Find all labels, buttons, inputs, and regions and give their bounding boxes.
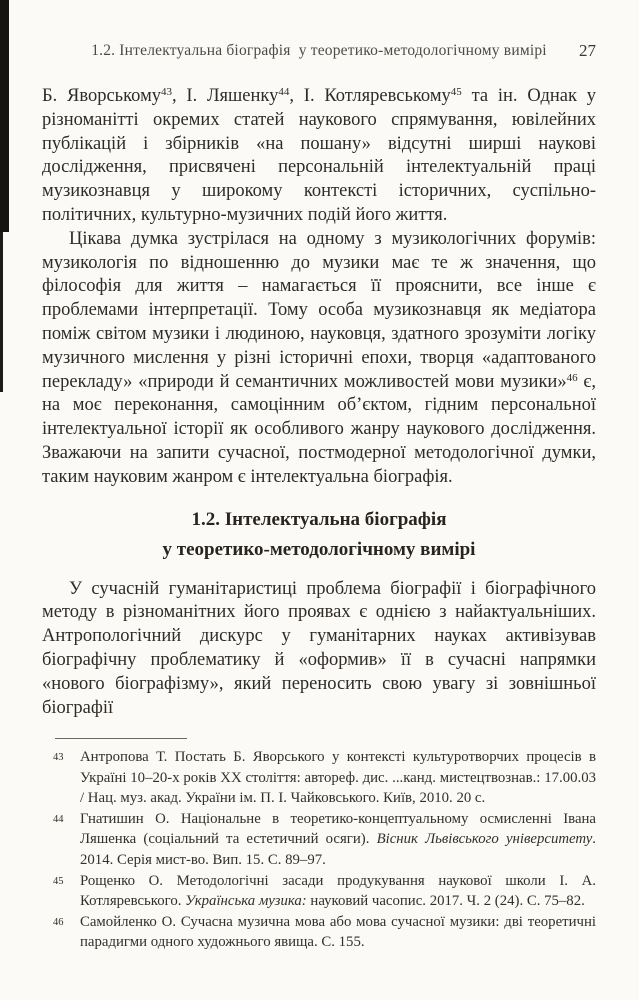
running-title: 1.2. Інтелектуальна біографія у теоретико-методологічному вимірі [91, 42, 547, 59]
section-heading-line2: у теоретико-методологічному вимірі [162, 538, 476, 560]
footnote-reference: 45 [450, 86, 462, 98]
page-header [42, 42, 596, 64]
footnote-reference: 46 [566, 371, 578, 384]
footnotes-section [42, 738, 596, 953]
italic-text: Вісник Львівського університету [376, 831, 593, 848]
footnote-number: 43 [53, 752, 64, 763]
page-number: 27 [579, 41, 596, 60]
footnote-item [42, 912, 596, 953]
footnote-text: Гнатишин О. Національне в теоретико-концептуальному осмисленні Івана Ляшенка (соціальний та естетичний осяги). Вісник Львівського університету. 2014. Серія мист-во. Вип. 15. С. 89–97. [80, 810, 596, 868]
footnote-reference: 43 [161, 86, 173, 98]
footnote-number: 44 [53, 813, 64, 825]
paragraph: Цікава думка зустрілася на одному з музикологічних форумів: музикологія по відношенню до музики має те ж значення, що філософія для життя – намагається її прояснити, все інше є проблемами інтерпретації. Тому особа музикознавця як медіатора поміж світом музики і людиною, науковця, здатного зрозуміти логіку музичного мислення у різні історичні епохи, творця «адаптованого перекладу» «природи й семантичних можливостей мови музики»$^{46}$ є, на моє переконання, самоцінним обʼєктом, гідним персональної інтелектуальної історії як особливого жанру наукового дослідження. Зважаючи на запити сучасної, постмодерної методологічної думки, таким науковим жанром є інтелектуальна біографія. [42, 228, 596, 487]
footnote-reference: 44 [278, 86, 290, 98]
footnote-item [42, 871, 596, 912]
body-text [42, 85, 596, 720]
section-heading [42, 505, 596, 565]
scan-edge-artifact-lower [0, 232, 3, 392]
footnote-number: 46 [53, 916, 64, 928]
section-heading-line1: 1.2. Інтелектуальна біографія [191, 508, 447, 530]
footnotes-list [42, 747, 596, 953]
paragraph: У сучасній гуманітаристиці проблема біографії і біографічного методу в різноманітних його проявах є однією з найактуальніших. Антропологічний дискурс у гуманітарних науках активізував біографічну проблематику й «оформив» її в сучасні напрямки «нового біографізму», який переносить свою увагу зі зовнішньої біографії [42, 578, 596, 718]
footnote-separator [55, 738, 187, 739]
footnote-text: Антропова Т. Постать Б. Яворського у контексті культуротворчих процесів в Україні 10–20-х років ХХ століття: автореф. дис. ...канд. мистецтвознав.: 17.00.03 / Нац. муз. акад. України ім. П. І. Чайковського. Київ, 2010. 20 с. [80, 749, 596, 807]
footnote-text: Самойленко О. Сучасна музична мова або мова сучасної музики: дві теоретичні парадигми одного художнього явища. С. 155. [80, 913, 596, 951]
scan-edge-artifact-top [0, 0, 9, 232]
footnote-item [42, 747, 596, 809]
footnote-item [42, 809, 596, 871]
paragraph: Б. Яворському$^{43}$, І. Ляшенку$^{44}$, І. Котляревському$^{45}$ та ін. Однак у різноманітті окремих статей наукового спрямування, ювілейних публікацій і збірників «на пошану» відсутні ширші наукові дослідження, присвячені персональній інтелектуальній праці музикознавця у широкому контексті історичних, суспільно-політичних, культурно-музичних подій його життя. [42, 86, 596, 225]
italic-text: Українська музика: [185, 893, 307, 910]
footnote-number: 45 [53, 875, 64, 887]
footnote-text: Рощенко О. Методологічні засади продукування наукової школи І. А. Котляревського. Українська музика: науковий часопис. 2017. Ч. 2 (24). С. 75–82. [80, 872, 596, 910]
